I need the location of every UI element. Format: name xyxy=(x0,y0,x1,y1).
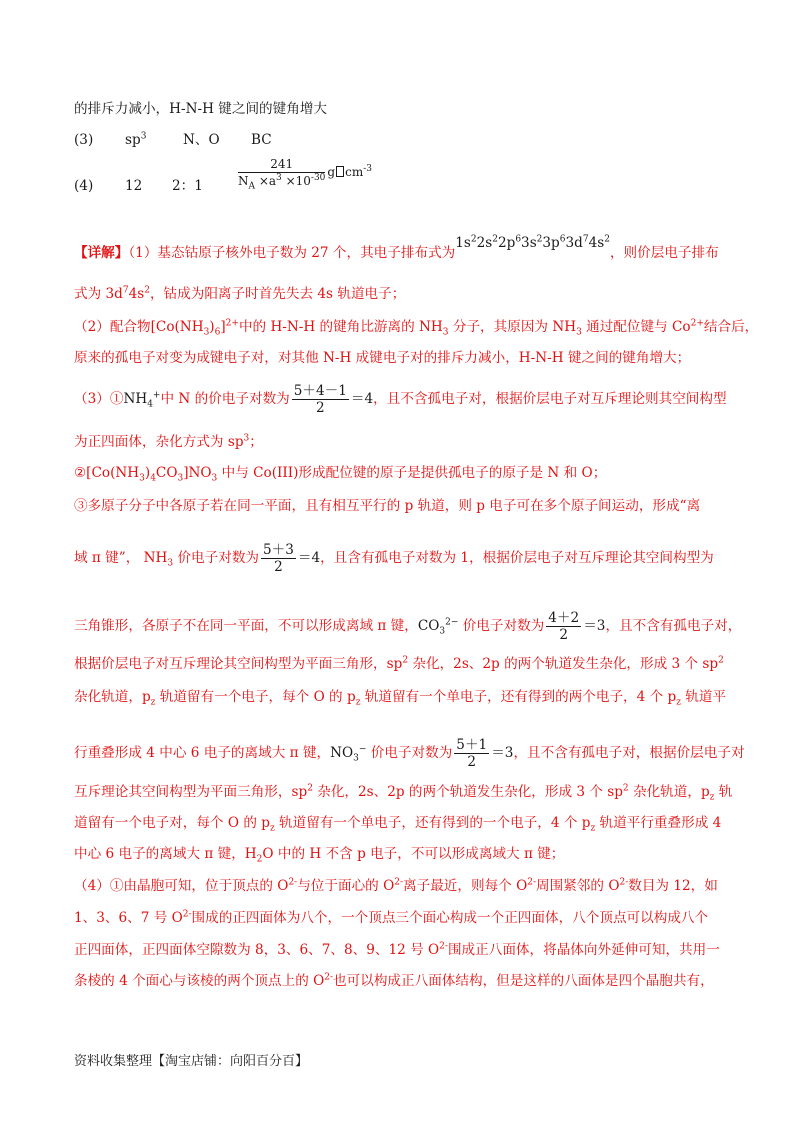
detail-line-1: 【详解】（1）基态钴原子核外电子数为 27 个，其电子排布式为$1s^22s^22p^63s^23p^63d^74s^2$，则价层电子排布 xyxy=(74,234,719,261)
detail-line-13: 行重叠形成 4 中心 6 电子的离域大 π 键，$NO_3^-$ 价电子对数为 $\frac{5+1}{2}$ ＝3，且不含有孤电子对，根据价层电子对 xyxy=(74,737,745,770)
detail-line-10: 三角锥形，各原子不在同一平面，不可以形成离域 π 键，$CO_3^{2-}$ 价电子对数为 $\frac{4+2}{2}$ ＝3，且不含有孤电子对， xyxy=(74,610,742,643)
detail-line-5: $(3)①NH_4^+$中 N 的价电子对数为 $\frac{5+4-1}{2}$ ＝4，且不含孤电子对，根据价层电子对互斥理论则其空间构型 xyxy=(74,383,727,416)
q3-number: (3) xyxy=(74,132,94,148)
detail-line-16: 中心 6 电子的离域大 π 键，$H_2O$ 中的 H 不含 p 电子，不可以形成离域大 π 键； xyxy=(74,846,565,865)
detail-line-18: 1、3、6、7 号 $O^{2-}$围成的正四面体为八个，一个顶点三个面心构成一个正四面体，八个顶点可以构成八个 xyxy=(74,909,709,926)
q3-answer-c: BC xyxy=(251,132,272,148)
q4-number: (4) xyxy=(74,178,94,194)
q4-answer-b: 2：1 xyxy=(172,178,203,194)
detail-line-11: 根据价层电子对互斥理论其空间构型为平面三角形，$sp^2$ 杂化，2s、2p 的两个轨道发生杂化，形成 3 个 $sp^2$ xyxy=(74,655,724,672)
detail-line-6: 为正四面体，杂化方式为 $sp^3$； xyxy=(74,433,263,450)
detail-line-17: （4）①由晶胞可知，位于顶点的 $O^{2-}$与位于面心的 $O^{2-}$离子最近，则每个 $O^{2-}$周围紧邻的 $O^{2-}$数目为 12，如 xyxy=(74,877,718,894)
q4-density-formula: $\frac{241}{N_A \times a^3 \times 10^{-30}}$ g $cm^{-3}$ xyxy=(238,157,372,192)
detail-line-4: 原来的孤电子对变为成键电子对，对其他 N-H 成键电子对的排斥力减小，H-N-H 键之间的键角增大； xyxy=(74,350,691,366)
detail-line-20: 条棱的 4 个面心与该棱的两个顶点上的 $O^{2-}$也可以构成正八面体结构，但是这样的八面体是四个晶胞共有， xyxy=(74,972,714,989)
density-denominator: $N_A \times a^3 \times 10^{-30}$ xyxy=(238,173,326,192)
detail-line-7: $②[Co(NH_3)_4CO_3]NO_3$ 中与 Co(III)形成配位键的原子是提供孤电子的原子是 N 和 O； xyxy=(74,465,607,484)
page-footer: 资料收集整理【淘宝店铺：向阳百分百】 xyxy=(74,1054,309,1069)
detail-line-12: 杂化轨道，$p_z$ 轨道留有一个电子，每个 O 的 $p_z$ 轨道留有一个单电子，还有得到的两个电子，4 个 $p_z$ 轨道平 xyxy=(74,689,727,708)
q3-answer-b: N、O xyxy=(183,132,220,148)
detail-heading: 【详解】 xyxy=(74,245,129,261)
detail-line-9: 域 π 键”， $NH_3$ 价电子对数为 $\frac{5+3}{2}$ ＝4，且含有孤电子对数为 1，根据价层电子对互斥理论其空间构型为 xyxy=(74,542,714,575)
detail-line-2: 式为 $3d^74s^2$，钴成为阳离子时首先失去 4s 轨道电子； xyxy=(74,285,406,302)
electron-configuration: $1s^22s^22p^63s^23p^63d^74s^2$ xyxy=(455,234,610,251)
detail-line-15: 道留有一个电子对，每个 O 的 $p_z$ 轨道留有一个单电子，还有得到的一个电子，4 个 $p_z$ 轨道平行重叠形成 4 xyxy=(74,815,722,834)
answer-continuation-text: 的排斥力减小，H-N-H 键之间的键角增大 xyxy=(74,101,328,117)
detail-line-19: 正四面体，正四面体空隙数为 8，3、6、7、8、9、12 号 $O^{2-}$围成正八面体，将晶体向外延伸可知，共用一 xyxy=(74,941,720,958)
q4-answer-a: 12 xyxy=(125,178,143,194)
detail-line-14: 互斥理论其空间构型为平面三角形，$sp^2$ 杂化，2s、2p 的两个轨道发生杂化，形成 3 个 $sp^2$ 杂化轨道，$p_z$ 轨 xyxy=(74,783,733,803)
answer-continuation xyxy=(74,100,327,118)
density-numerator: 241 xyxy=(238,156,325,173)
detail-line-3: （2）配合物$[Co(NH_3)_6]^{2+}$中的 H-N-H 的键角比游离的 $NH_3$ 分子，其原因为 $NH_3$ 通过配位键与 $Co^{2+}$结合后， xyxy=(74,318,759,338)
q3-answer-a: $sp^3$ xyxy=(125,131,147,148)
detail-line-8: ③多原子分子中各原子若在同一平面，且有相互平行的 p 轨道，则 p 电子可在多个原子间运动，形成“离 xyxy=(74,498,701,514)
